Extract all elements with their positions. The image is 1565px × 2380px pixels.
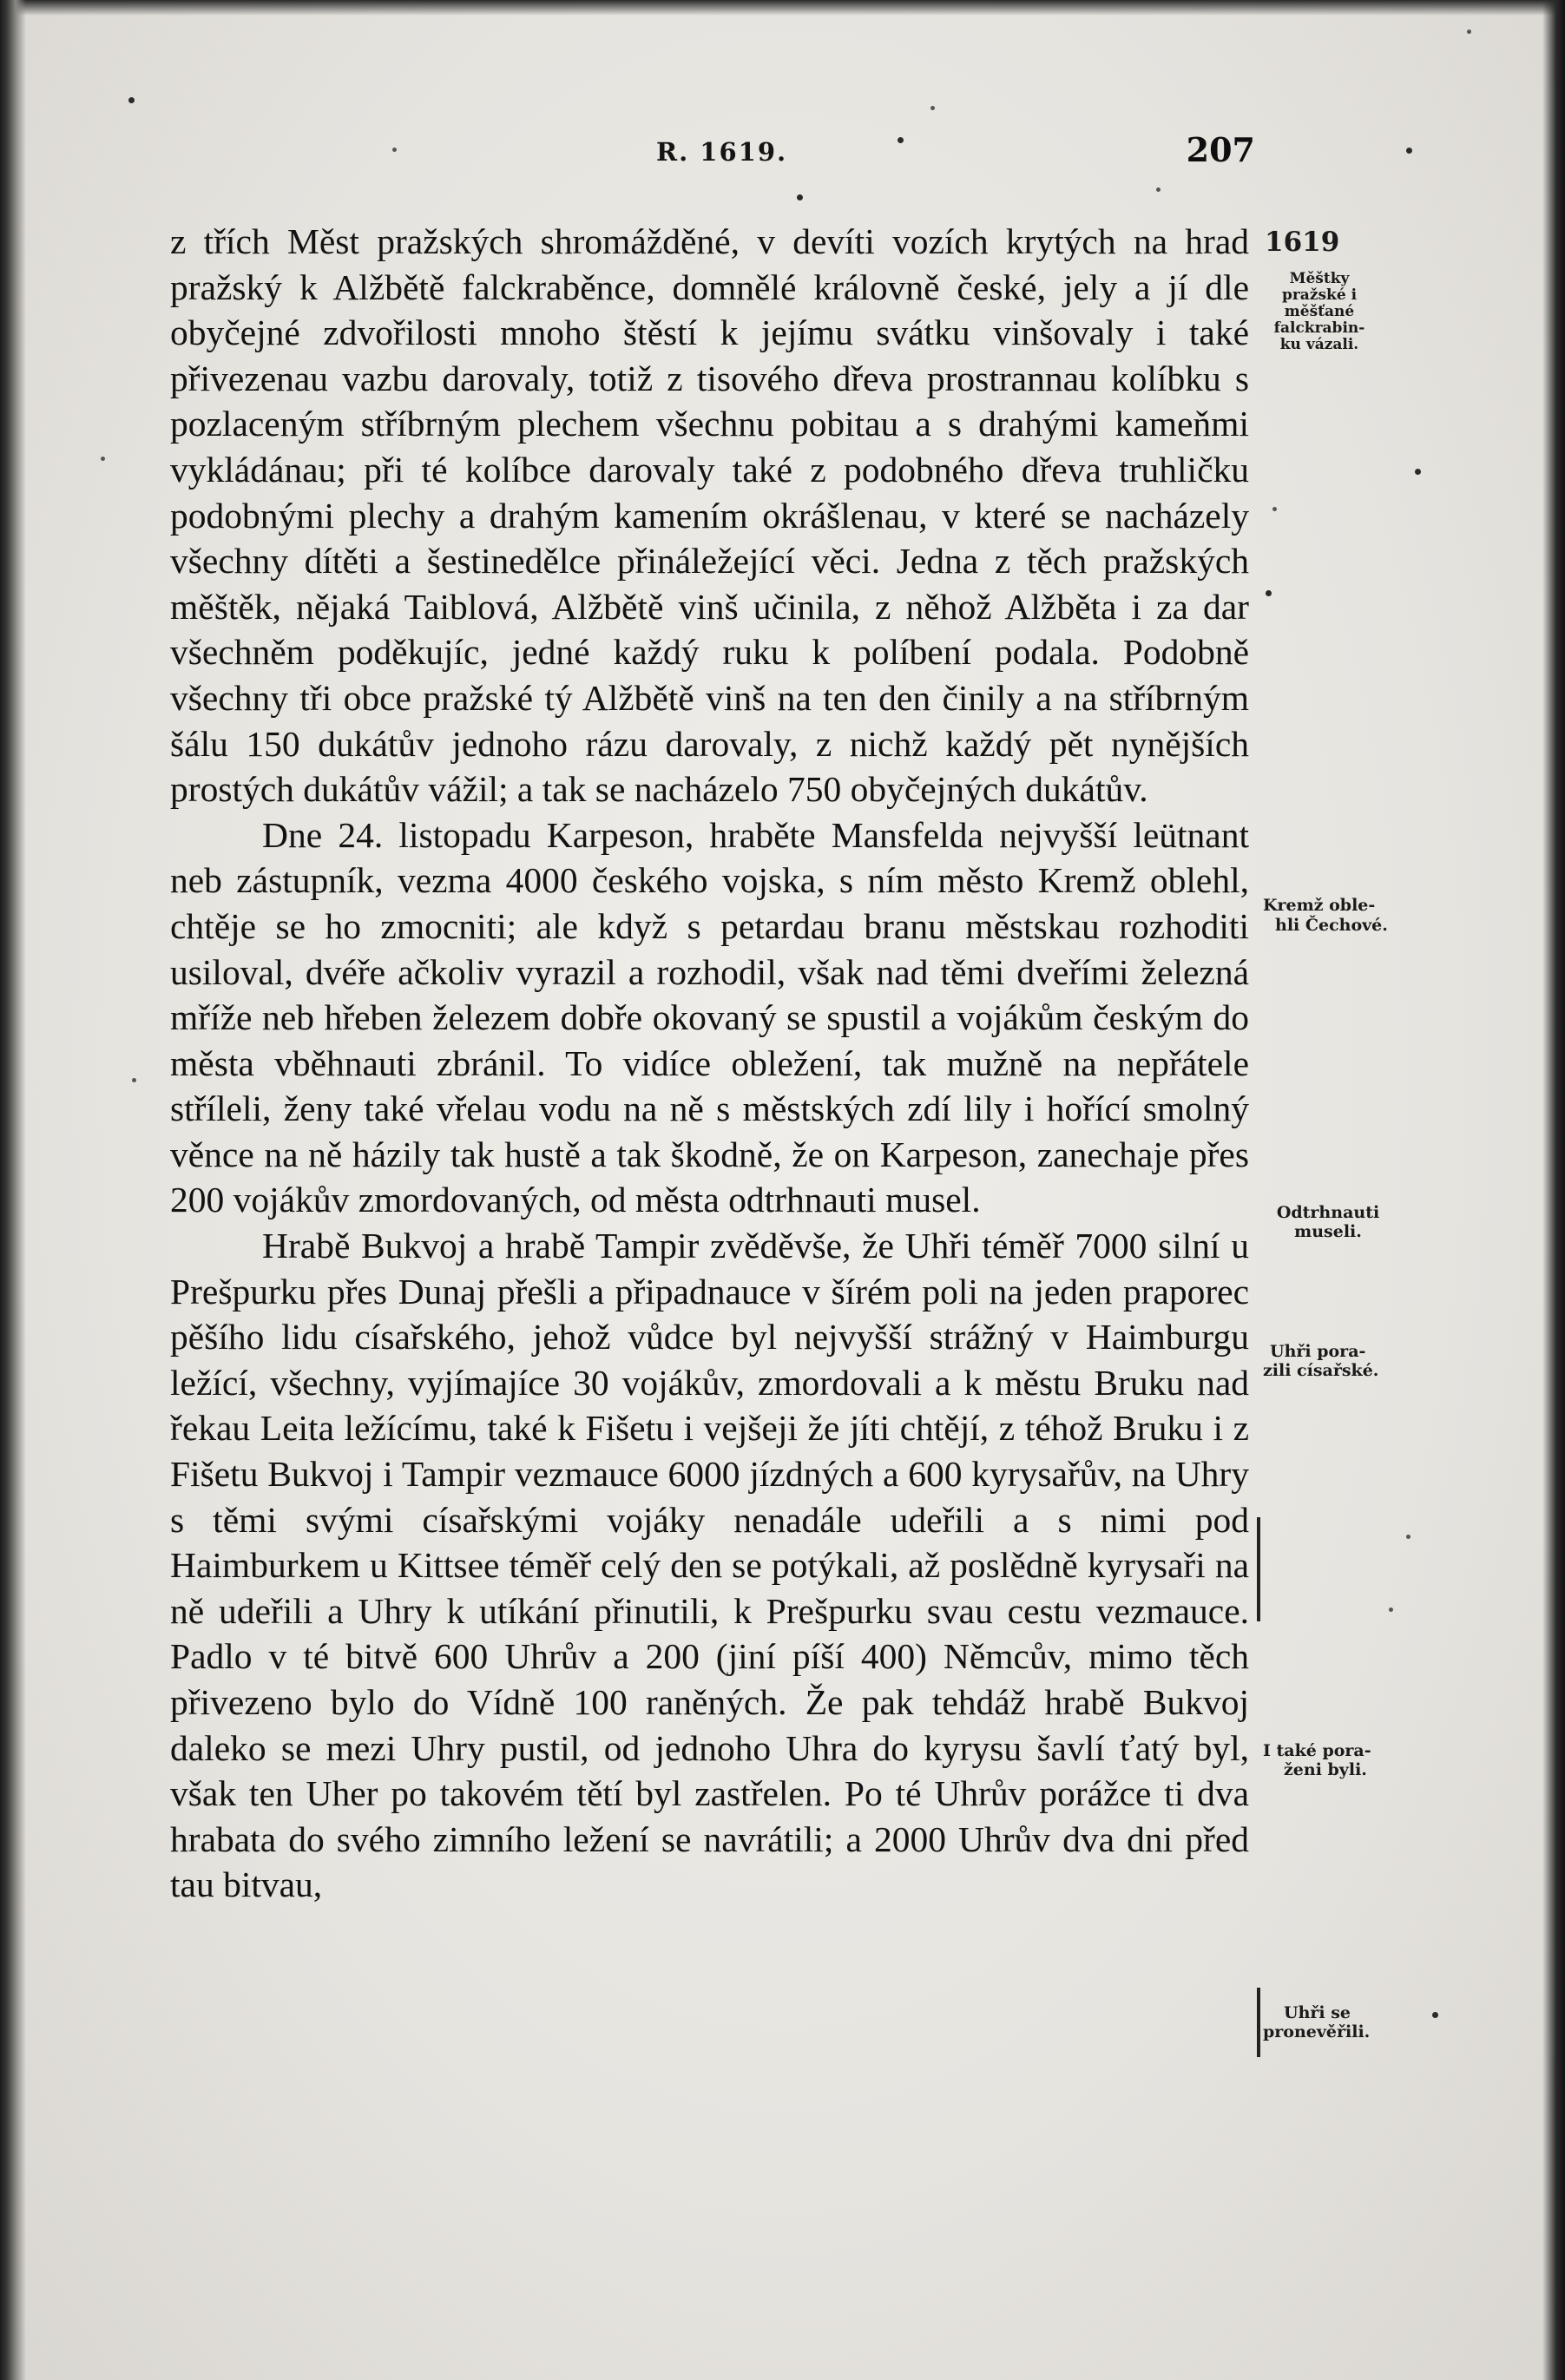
scan-speck: [132, 1078, 136, 1082]
note-line: falckrabin-: [1273, 319, 1365, 337]
note-line: Uhři se: [1284, 2003, 1351, 2022]
scan-speck: [1156, 187, 1161, 192]
note-line: museli.: [1294, 1222, 1362, 1241]
note-line: Uhři pora-: [1270, 1342, 1366, 1361]
margin-note-withdraw: [1263, 1203, 1393, 1241]
note-line: I také pora-: [1263, 1741, 1371, 1760]
note-line: zili císařské.: [1263, 1361, 1379, 1380]
scan-speck: [101, 457, 105, 461]
page-number: 207: [1186, 130, 1255, 169]
margin-note-also-defeated: [1263, 1741, 1463, 1779]
margin-note-krems: [1263, 896, 1463, 936]
note-line: ku vázali.: [1279, 336, 1359, 353]
note-line: ženi byli.: [1284, 1760, 1367, 1779]
margin-note-hungarians-defeated: [1263, 1342, 1463, 1380]
note-line: Odtrhnauti: [1276, 1203, 1380, 1222]
binding-edge: [0, 0, 26, 2380]
margin-brace: [1257, 1988, 1260, 2057]
scan-speck: [797, 194, 803, 201]
running-head: R. 1619.: [656, 137, 788, 167]
scan-speck: [128, 97, 135, 103]
page-header: [170, 130, 1255, 172]
margin-note-burghers: [1263, 271, 1376, 353]
note-line: pronevěřili.: [1263, 2022, 1371, 2041]
paragraph-2: Dne 24. listopadu Karpeson, hraběte Mansfelda nejvyšší leütnant neb zástupník, vezma 4000 českého vojska, s ním město Kremž oblehl, chtěje se ho zmocniti; ale když s petardau branu městskau rozhoditi usiloval, dvéře ačkoliv vyrazil a rozhodil, však nad těmi dveřími železná mříže neb hřeben železem dobře okovaný se spustil a vojákům českým do města vběhnauti zbránil. To vidíce obležení, tak mužně na nepřátele stříleli, ženy také vřelau vodu na ně s městských zdí lily i hořící smolný věnce na ně házily tak hustě a tak škodně, že on Karpeson, zanechaje přes 200 vojákův zmordovaných, od města odtrhnauti musel.: [170, 814, 1249, 1220]
page-right-edge: [1542, 0, 1565, 2380]
margin-brace: [1257, 1517, 1260, 1621]
note-line: Měštky: [1289, 270, 1350, 287]
note-line: Kremž oble-: [1263, 896, 1376, 915]
paragraph-3: Hrabě Bukvoj a hrabě Tampir zvěděvše, že Uhři téměř 7000 silní u Prešpurku přes Dunaj přešli a připadnauce v šírém poli na jeden praporec pěšího lidu císařského, jehož vůdce byl nejvyšší strážný v Haimburgu ležící, všechny, vyjímajíce 30 vojákův, zmordovali a k městu Bruku nad řekau Leita ležícímu, také k Fišetu i vejšeji že jíti chtějí, z téhož Bruku i z Fišetu Bukvoj i Tampir vezmauce 6000 jízdných a 600 kyrysařův, na Uhry s těmi svými císařskými vojáky nenadále udeřili a s nimi pod Haimburkem u Kittsee téměř celý den se potýkali, až poslědně kyrysaři na ně udeřili a Uhry k utíkání přinutili, k Prešpurku svau cestu vezmauce. Padlo v té bitvě 600 Uhrův a 200 (jiní píší 400) Němcův, mimo těch přivezeno bylo do Vídně 100 raněných. Že pak tehdáž hrabě Bukvoj daleko se mezi Uhry pustil, od jednoho Uhra do kyrysu šavlí ťatý byl, však ten Uher po takovém tětí byl zastřelen. Po té Uhrův porážce ti dva hrabata do svého zimního ležení se navrátili; a 2000 Uhrův dva dni před tau bitvau,: [170, 1226, 1249, 1905]
scan-speck: [930, 106, 935, 110]
margin-year: 1619: [1265, 227, 1340, 258]
note-line: hli Čechové.: [1275, 916, 1388, 935]
margin-notes: [1263, 0, 1480, 2380]
paragraph-1: z třích Měst pražských shromážděné, v devíti vozích krytých na hrad pražský k Alžbětě falckraběnce, domnělé královně české, jely a jí dle obyčejné zdvořilosti mnoho štěstí k jejímu svátku vinšovaly i také přivezenau vazbu darovaly, totiž z tisového dřeva prostrannau kolíbku s pozlaceným stříbrným plechem všechnu pobitau a s drahými kameňmi vykládánau; při té kolíbce darovaly také z podobného dřeva truhličku podobnými plechy a drahým kamením okrášlenau, v které se nacházely všechny dítěti a šestinedělce přináležející věci. Jedna z těch pražských měštěk, nějaká Taiblová, Alžbětě vinš učinila, z něhož Alžběta i za dar všechněm poděkujíc, jedné každý ruku k políbení podala. Podobně všechny tři obce pražské tý Alžbětě vinš na ten den činily a na stříbrným šálu 150 dukátův jednoho rázu darovaly, z nichž každý pět nynějších prostých dukátův vážil; a tak se nacházelo 750 obyčejných dukátův.: [170, 221, 1249, 810]
main-text: [170, 219, 1249, 1908]
note-line: pražské i: [1281, 286, 1358, 304]
margin-note-hungarians-betrayed: [1263, 2003, 1463, 2041]
note-line: měšťané: [1284, 303, 1355, 320]
